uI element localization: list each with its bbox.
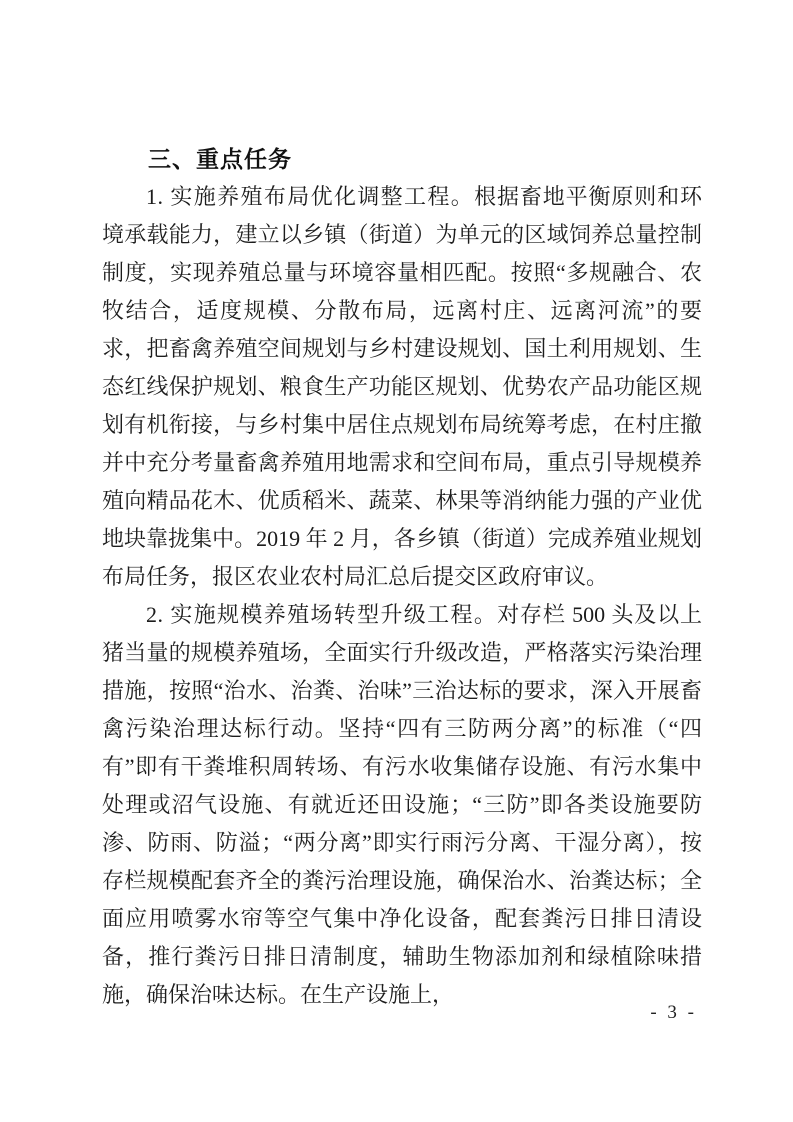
page-number: - 3 - [650, 1002, 697, 1023]
document-content [102, 140, 702, 1014]
section-heading: 三、重点任务 [148, 146, 292, 172]
paragraph-1 [102, 178, 702, 596]
paragraph-2-body: 对存栏 500 头及以上猪当量的规模养殖场，全面实行升级改造，严格落实污染治理措施，按照“治水、治粪、治味”三治达标的要求，深入开展畜禽污染治理达标行动。坚持“四有三防两分离”的标准（“四有”即有干粪堆积周转场、有污水收集储存设施、有污水集中处理或沼气设施、有就近还田设施；“三防”即各类设施要防渗、防雨、防溢；“两分离”即实行雨污分离、干湿分离），按存栏规模配套齐全的粪污治理设施，确保治水、治粪达标；全面应用喷雾水帘等空气集中净化设备，配套粪污日排日清设备，推行粪污日排日清制度，辅助生物添加剂和绿植除味措施，确保治味达标。在生产设施上， [102, 602, 703, 1007]
paragraph-1-body: 根据畜地平衡原则和环境承载能力，建立以乡镇（街道）为单元的区域饲养总量控制制度，实现养殖总量与环境容量相匹配。按照“多规融合、农牧结合，适度规模、分散布局，远离村庄、远离河流”的要求，把畜禽养殖空间规划与乡村建设规划、国土利用规划、生态红线保护规划、粮食生产功能区规划、优势农产品功能区规划有机衔接，与乡村集中居住点规划布局统筹考虑，在村庄撤并中充分考量畜禽养殖用地需求和空间布局，重点引导规模养殖向精品花木、优质稻米、蔬菜、林果等消纳能力强的产业优地块靠拢集中。2019 年 2 月，各乡镇（街道）完成养殖业规划布局任务，报区农业农村局汇总后提交区政府审议。 [102, 184, 702, 589]
paragraph-2 [102, 596, 702, 1014]
paragraph-1-lead: 1. 实施养殖布局优化调整工程。 [146, 184, 475, 209]
paragraph-2-lead: 2. 实施规模养殖场转型升级工程。 [146, 602, 498, 627]
